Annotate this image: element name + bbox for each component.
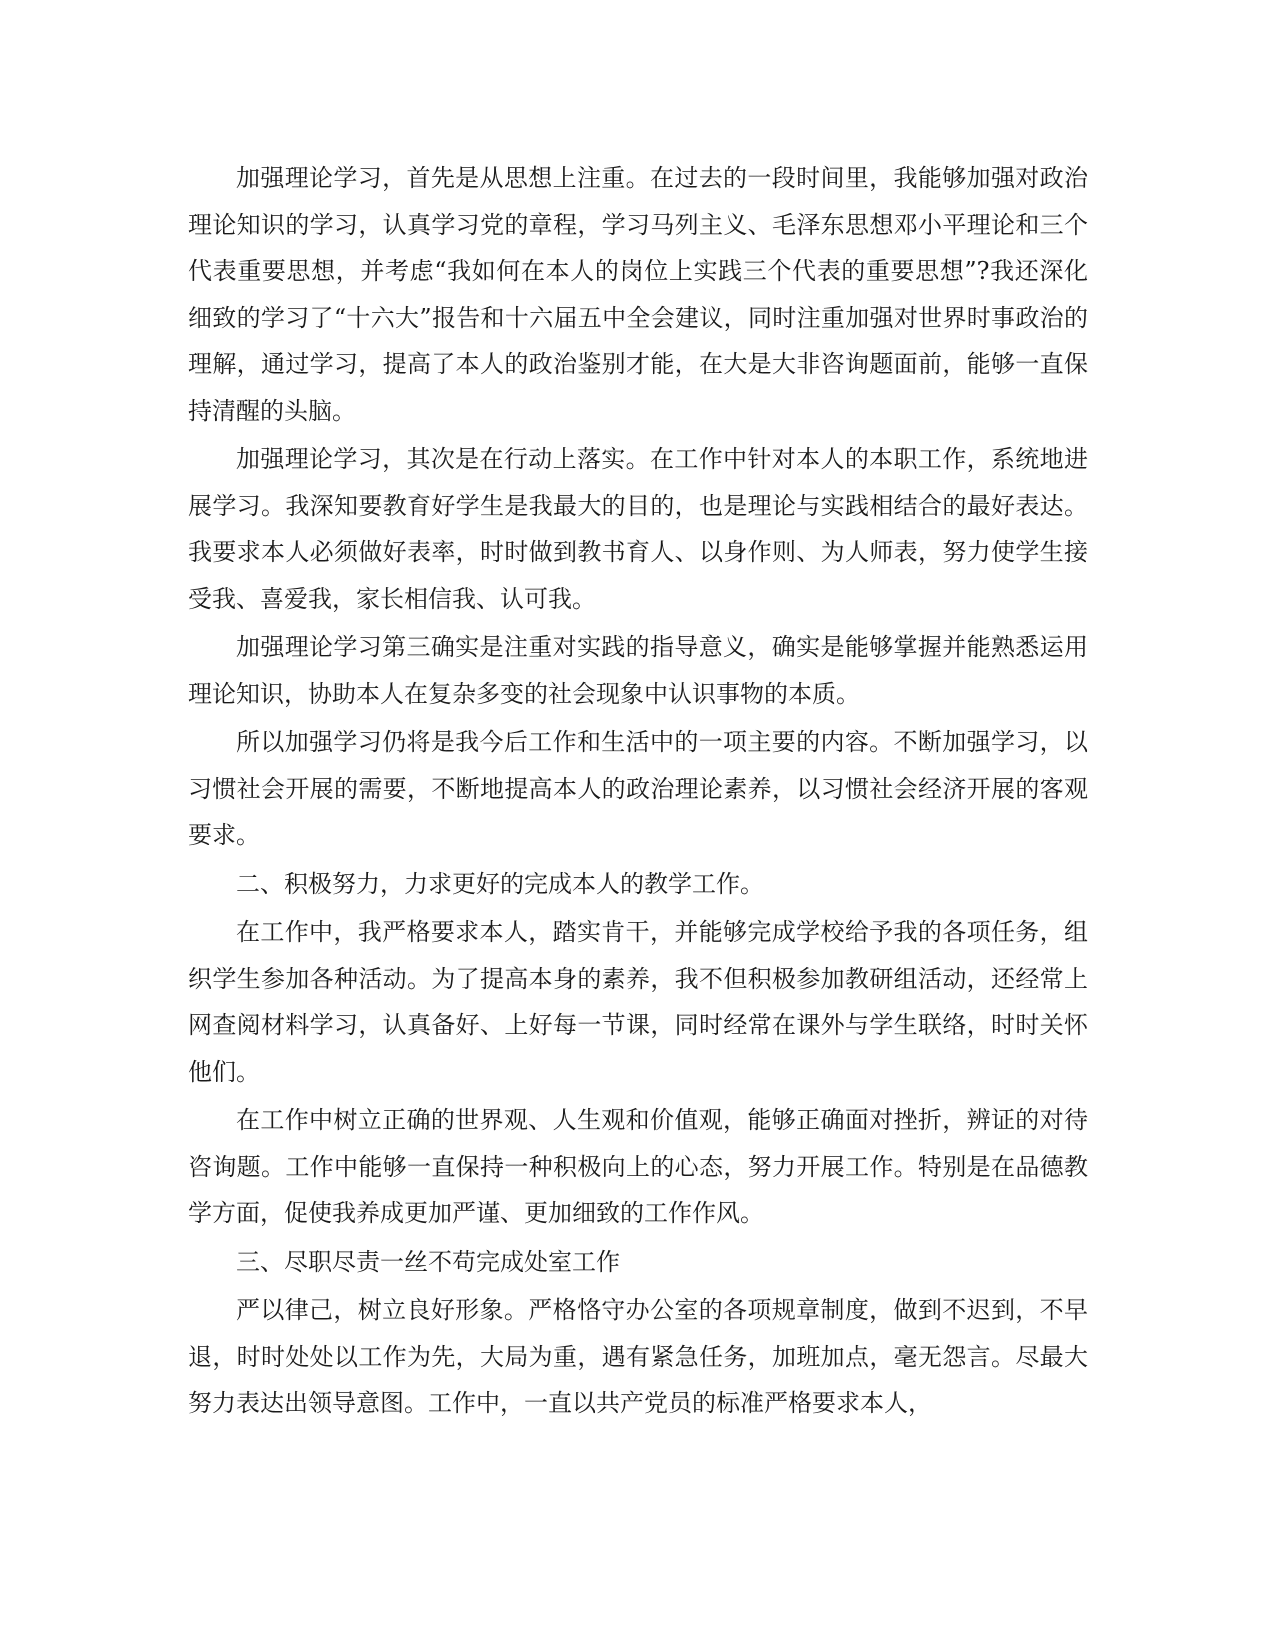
- paragraph-theory-study-practice: 加强理论学习第三确实是注重对实践的指导意义，确实是能够掌握并能熟悉运用理论知识，协助本人在复杂多变的社会现象中认识事物的本质。: [188, 633, 1088, 708]
- section-heading-teaching-work: 二、积极努力，力求更好的完成本人的教学工作。: [236, 869, 764, 898]
- document-body: [188, 155, 1088, 1429]
- paragraph-self-discipline: 严以律己，树立良好形象。严格恪守办公室的各项规章制度，做到不迟到，不早退，时时处处以工作为先，大局为重，遇有紧急任务，加班加点，毫无怨言。尽最大努力表达出领导意图。工作中，一直以共产党员的标准严格要求本人，: [188, 1296, 1088, 1417]
- paragraph-worldview: 在工作中树立正确的世界观、人生观和价值观，能够正确面对挫折，辨证的对待咨询题。工作中能够一直保持一种积极向上的心态，努力开展工作。特别是在品德教学方面，促使我养成更加严谨、更加细致的工作作风。: [188, 1106, 1088, 1227]
- paragraph-work-requirements: 在工作中，我严格要求本人，踏实肯干，并能够完成学校给予我的各项任务，组织学生参加各种活动。为了提高本身的素养，我不但积极参加教研组活动，还经常上网查阅材料学习，认真备好、上好每一节课，同时经常在课外与学生联络，时时关怀他们。: [188, 918, 1088, 1086]
- paragraph-theory-study-action: 加强理论学习，其次是在行动上落实。在工作中针对本人的本职工作，系统地进展学习。我深知要教育好学生是我最大的目的，也是理论与实践相结合的最好表达。我要求本人必须做好表率，时时做到教书育人、以身作则、为人师表，努力使学生接受我、喜爱我，家长相信我、认可我。: [188, 445, 1088, 613]
- section-heading-office-work: 三、尽职尽责一丝不苟完成处室工作: [236, 1247, 620, 1276]
- paragraph-theory-study-thought: 加强理论学习，首先是从思想上注重。在过去的一段时间里，我能够加强对政治理论知识的学习，认真学习党的章程，学习马列主义、毛泽东思想邓小平理论和三个代表重要思想，并考虑“我如何在本人的岗位上实践三个代表的重要思想”?我还深化细致的学习了“十六大”报告和十六届五中全会建议，同时注重加强对世界时事政治的理解，通过学习，提高了本人的政治鉴别才能，在大是大非咨询题面前，能够一直保持清醒的头脑。: [188, 164, 1088, 425]
- paragraph-continued-study: 所以加强学习仍将是我今后工作和生活中的一项主要的内容。不断加强学习，以习惯社会开展的需要，不断地提高本人的政治理论素养，以习惯社会经济开展的客观要求。: [188, 728, 1088, 849]
